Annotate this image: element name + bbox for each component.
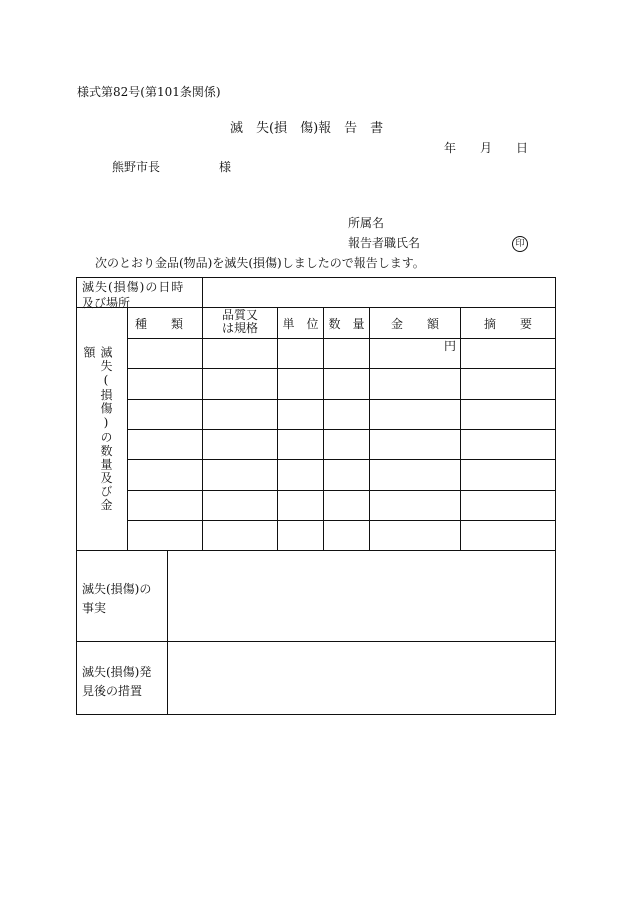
date-year: 年	[444, 141, 457, 155]
seal-icon: 印	[512, 236, 528, 252]
datetime-place-label-line1: 滅失(損傷)の日時	[82, 280, 185, 294]
yen-unit: 円	[444, 339, 457, 353]
measures-label-line1: 滅失(損傷)発	[82, 665, 152, 679]
measures-label	[82, 663, 151, 701]
header-quality	[203, 309, 277, 335]
header-quality-line2: は規格	[221, 321, 258, 335]
header-amount: 金 額	[390, 317, 439, 331]
date-day: 日	[516, 141, 529, 155]
items-label: 滅失(損傷)の数量及び金額	[82, 346, 113, 512]
reporter-name-label: 報告者職氏名	[348, 236, 421, 250]
header-quality-line1: 品質又	[221, 308, 258, 322]
addressee-honorific: 様	[219, 160, 232, 174]
header-kind: 種 類	[135, 317, 184, 331]
facts-label-line2: 事実	[82, 601, 107, 615]
facts-label	[82, 580, 151, 618]
measures-label-line2: 見後の措置	[82, 684, 143, 698]
document-title: 滅 失(損 傷)報 告 書	[230, 121, 384, 136]
date-month: 月	[480, 141, 493, 155]
addressee-name: 熊野市長	[112, 160, 161, 174]
datetime-place-label	[82, 279, 184, 311]
facts-label-line1: 滅失(損傷)の	[82, 582, 152, 596]
header-unit: 単 位	[282, 317, 319, 331]
header-remarks: 摘 要	[483, 317, 532, 331]
statement-text: 次のとおり金品(物品)を滅失(損傷)しましたので報告します。	[95, 256, 425, 270]
datetime-place-label-line2: 及び場所	[82, 296, 131, 310]
form-number: 様式第82号(第101条関係)	[77, 85, 221, 99]
department-label: 所属名	[348, 216, 385, 230]
header-quantity: 数 量	[328, 317, 365, 331]
